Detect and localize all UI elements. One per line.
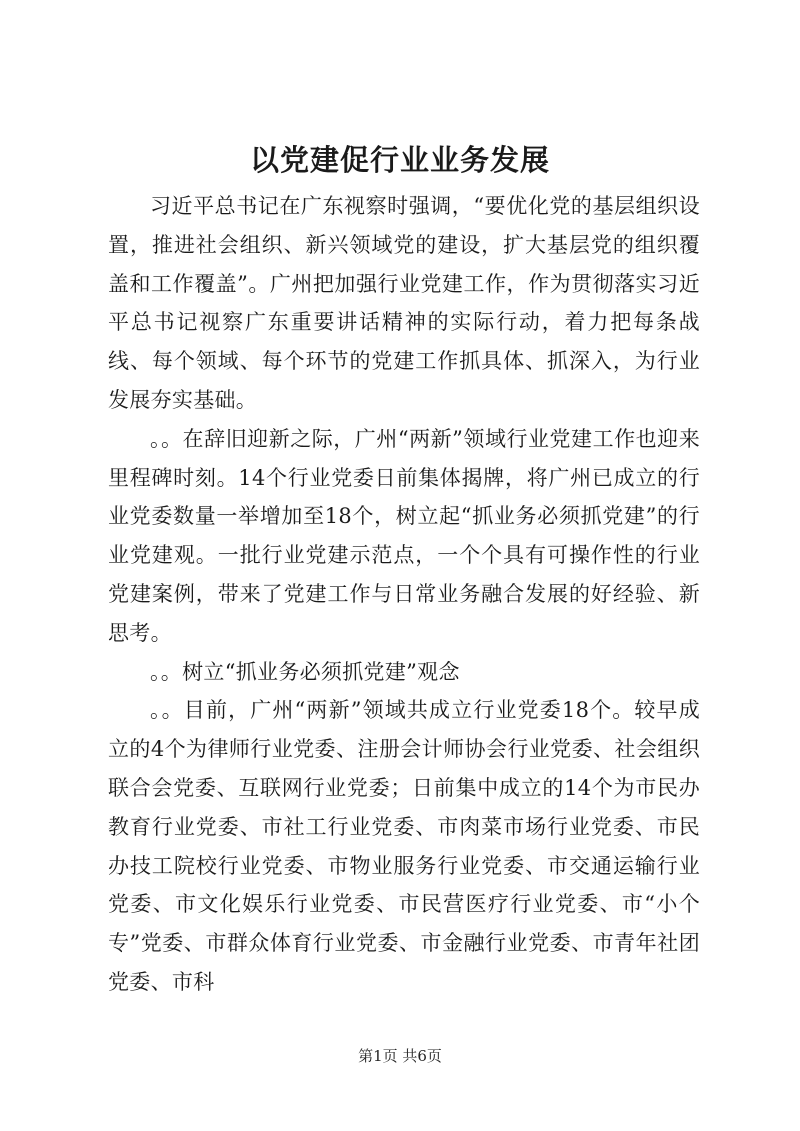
paragraph-3: 。。目前，广州“两新”领域共成立行业党委18个。较早成立的4个为律师行业党委、注册会计师协会行业党委、社会组织联合会党委、互联网行业党委；日前集中成立的14个为市民办教育行业党委、市社工行业党委、市肉菜市场行业党委、市民办技工院校行业党委、市物业服务行业党委、市交通运输行业党委、市文化娱乐行业党委、市民营医疗行业党委、市“小个专”党委、市群众体育行业党委、市金融行业党委、市青年社团党委、市科 <box>108 698 700 994</box>
paragraph-1: 习近平总书记在广东视察时强调，“要优化党的基层组织设置，推进社会组织、新兴领域党的建设，扩大基层党的组织覆盖和工作覆盖”。广州把加强行业党建工作，作为贯彻落实习近平总书记视察广东重要讲话精神的实际行动，着力把每条战线、每个领域、每个环节的党建工作抓具体、抓深入，为行业发展夯实基础。 <box>108 194 700 412</box>
paragraph-2: 。。在辞旧迎新之际，广州“两新”领域行业党建工作也迎来里程碑时刻。14个行业党委日前集体揭牌，将广州已成立的行业党委数量一举增加至18个，树立起“抓业务必须抓党建”的行业党建观。一批行业党建示范点，一个个具有可操作性的行业党建案例，带来了党建工作与日常业务融合发展的好经验、新思考。 <box>108 426 700 645</box>
page-footer: 第1页 共6页 <box>358 1047 442 1065</box>
document-body <box>108 187 700 1002</box>
section-heading: 。。树立“抓业务必须抓党建”观念 <box>150 659 460 684</box>
document-title: 以党建促行业业务发展 <box>249 143 550 177</box>
